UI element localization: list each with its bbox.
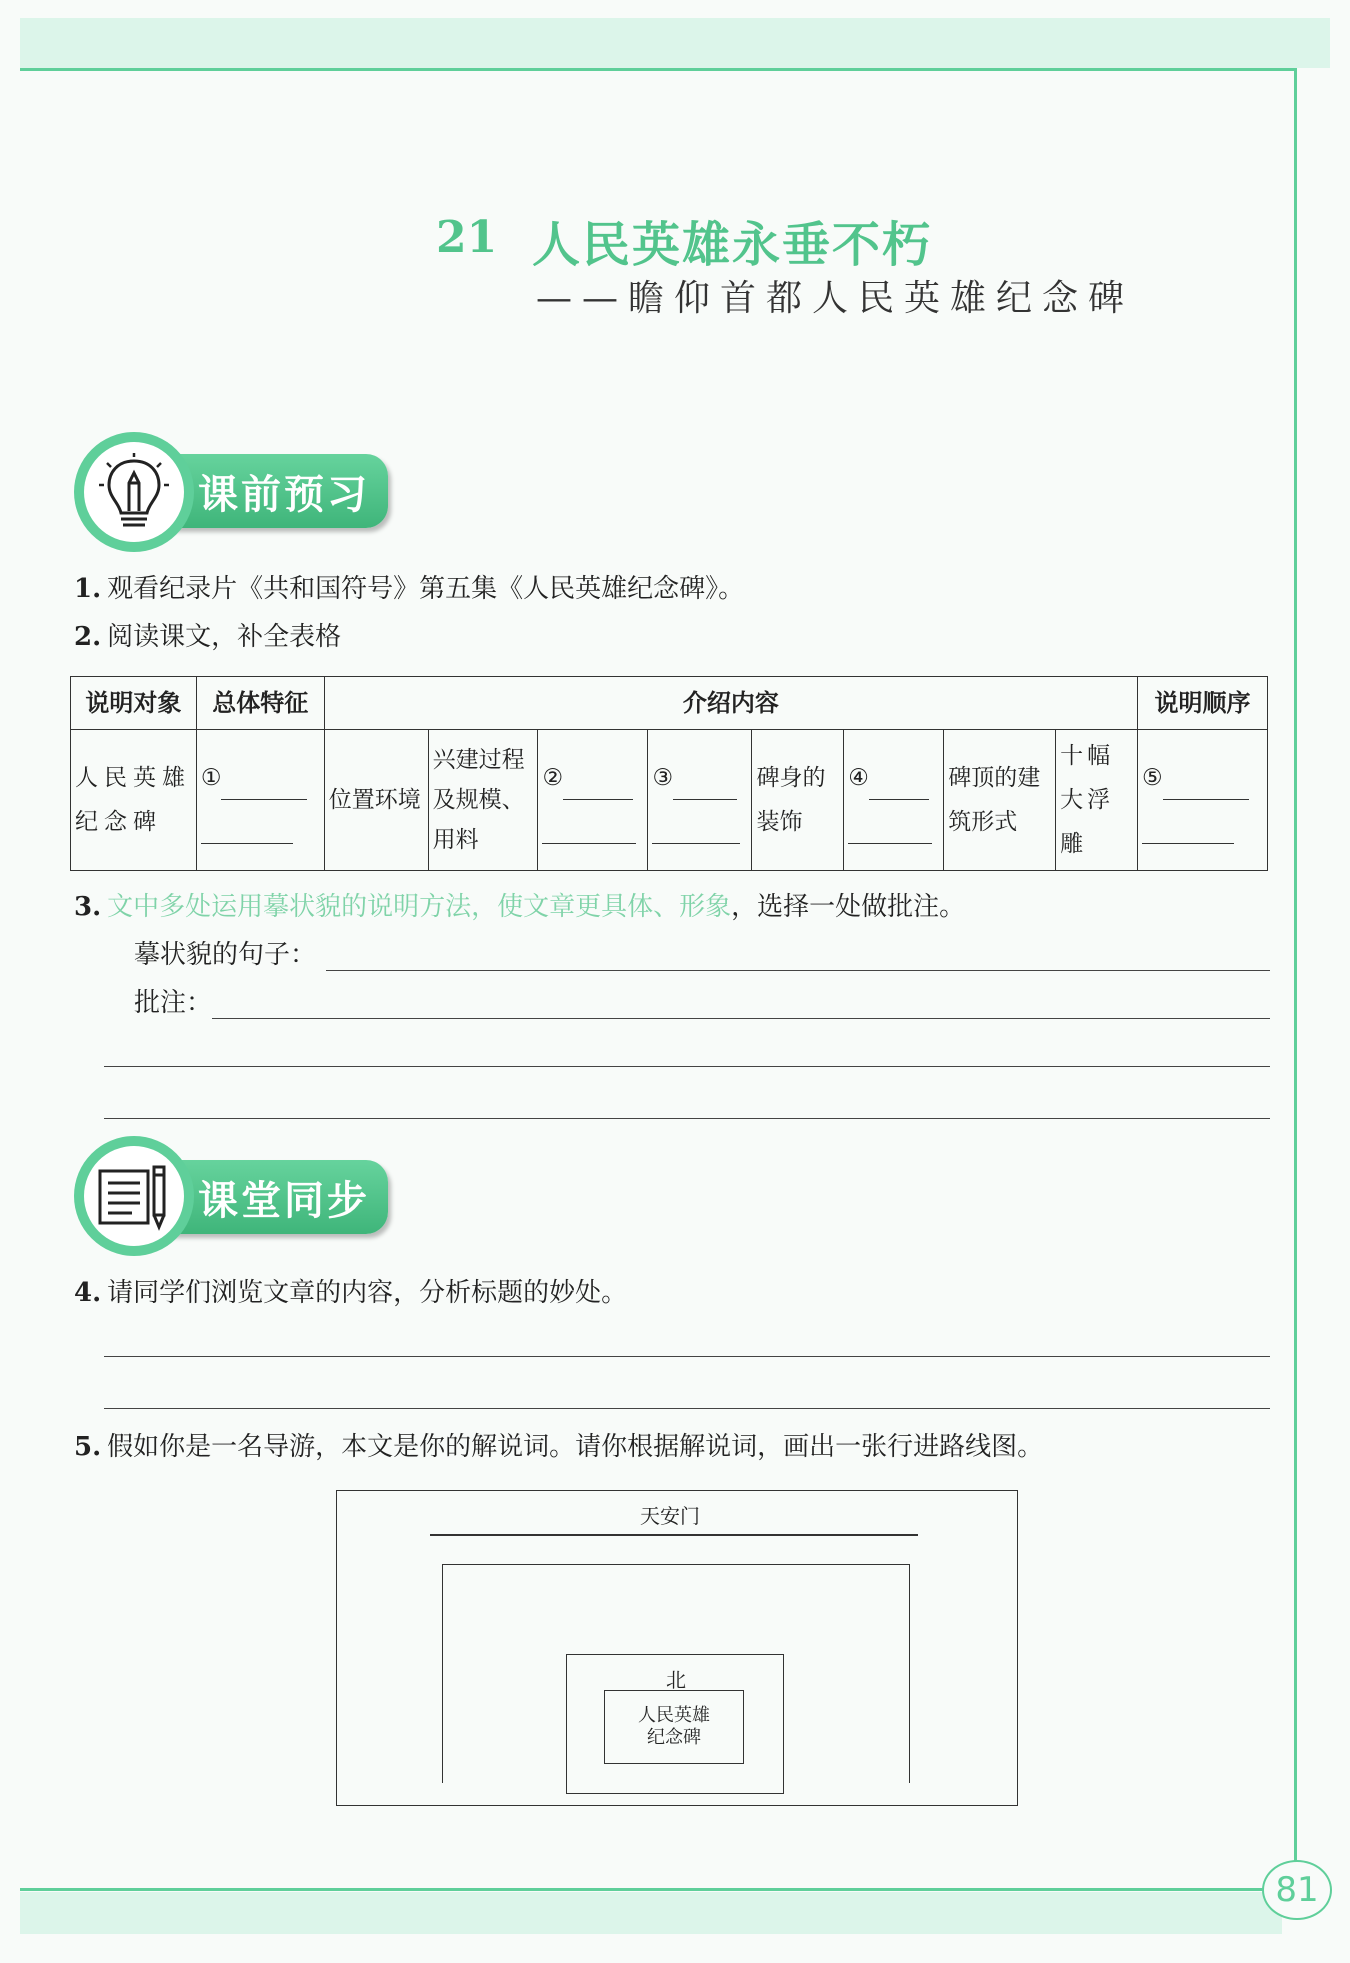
note-label: 批注： (134, 988, 213, 1018)
map-north-label: 北 (666, 1668, 686, 1692)
lesson-subtitle: ——瞻仰首都人民英雄纪念碑 (536, 278, 1135, 319)
cell-top-form: 碑顶的建筑形式 (944, 730, 1056, 871)
header-object: 说明对象 (71, 677, 197, 730)
note-answer-line-2[interactable] (104, 1066, 1270, 1067)
cell-object: 人民英雄纪念碑 (71, 730, 197, 871)
cell-order-blank[interactable]: ⑤ (1138, 730, 1268, 871)
question-3: 3. 文中多处运用摹状貌的说明方法，使文章更具体、形象，选择一处做批注。 (74, 892, 966, 922)
map-tiananmen-label: 天安门 (640, 1504, 700, 1528)
bottom-band (20, 1892, 1282, 1934)
lightbulb-pencil-icon (99, 453, 169, 531)
cell-blank-3[interactable]: ③ (648, 730, 752, 871)
page-number: 81 (1262, 1860, 1332, 1920)
q4-answer-line-2[interactable] (104, 1408, 1270, 1409)
section-classroom-icon-circle (74, 1136, 194, 1256)
right-border-line (1294, 68, 1297, 1888)
header-order: 说明顺序 (1138, 677, 1268, 730)
book-pencil-icon (96, 1161, 172, 1231)
cell-blank-4[interactable]: ④ (844, 730, 944, 871)
note-answer-line-1[interactable] (212, 1018, 1270, 1019)
lesson-title: 人民英雄永垂不朽 (532, 217, 933, 273)
sentence-label: 摹状貌的句子： (134, 940, 317, 970)
cell-blank-2[interactable]: ② (538, 730, 648, 871)
cell-decoration: 碑身的装饰 (752, 730, 844, 871)
map-monument-box: 人民英雄 纪念碑 (604, 1690, 744, 1764)
section-preview-label: 课前预习 (198, 471, 370, 518)
bottom-border-line (20, 1888, 1264, 1891)
lesson-number: 21 (436, 212, 498, 263)
map-gate-line (430, 1534, 918, 1536)
summary-table (70, 676, 1268, 871)
sentence-answer-line[interactable] (326, 970, 1270, 971)
header-content: 介绍内容 (324, 677, 1137, 730)
question-4: 4. 请同学们浏览文章的内容，分析标题的妙处。 (74, 1278, 628, 1308)
question-3-green-text: 文中多处运用摹状貌的说明方法，使文章更具体、形象 (107, 892, 732, 922)
top-band (20, 18, 1330, 68)
cell-construction: 兴建过程及规模、用料 (428, 730, 538, 871)
question-2: 2. 阅读课文，补全表格 (74, 622, 342, 652)
question-1: 1. 观看纪录片《共和国符号》第五集《人民英雄纪念碑》。 (74, 574, 745, 604)
cell-location: 位置环境 (324, 730, 428, 871)
header-feature: 总体特征 (196, 677, 324, 730)
section-classroom-label: 课堂同步 (198, 1177, 370, 1224)
note-answer-line-3[interactable] (104, 1118, 1270, 1119)
top-border-line (20, 68, 1296, 71)
q4-answer-line-1[interactable] (104, 1356, 1270, 1357)
section-preview-icon-circle (74, 432, 194, 552)
cell-reliefs: 十幅大浮雕 (1056, 730, 1138, 871)
cell-feature-blank[interactable]: ① (196, 730, 324, 871)
question-5: 5. 假如你是一名导游，本文是你的解说词。请你根据解说词，画出一张行进路线图。 (74, 1432, 1044, 1462)
